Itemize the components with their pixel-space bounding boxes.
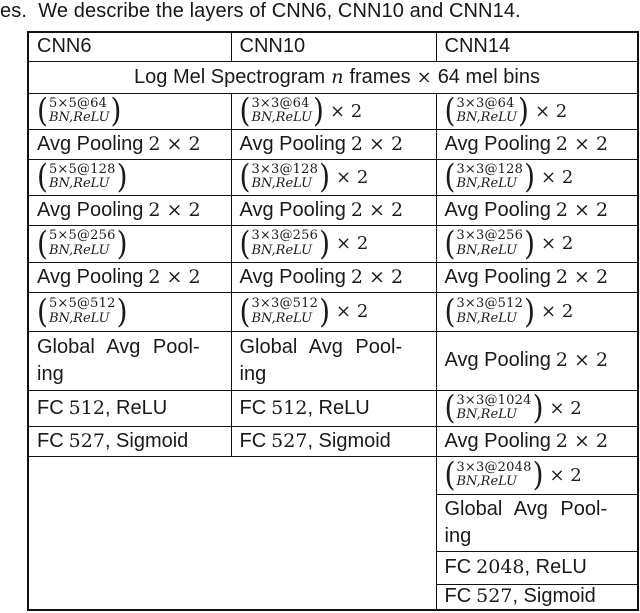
paren-open: ( <box>239 225 251 262</box>
pool-cell-cnn14 <box>436 426 638 456</box>
pool-size: 2 × 2 <box>555 429 609 452</box>
pool-size: 2 × 2 <box>148 132 201 155</box>
conv-block <box>444 159 638 195</box>
conv-stack <box>455 163 524 191</box>
conv-kernel: 3×3@2048 <box>456 459 532 475</box>
conv-kernel: 5×5@64 <box>48 95 108 111</box>
fc-units: 527 <box>476 585 513 608</box>
conv-kernel: 5×5@128 <box>48 161 116 177</box>
paren-close: ) <box>532 456 544 494</box>
conv-mult: × 2 <box>541 166 574 188</box>
conv-stack <box>455 297 524 325</box>
pool-label: Avg Pooling <box>239 265 346 288</box>
conv-cell-cnn14-128 <box>436 159 638 195</box>
table-row <box>28 61 638 93</box>
conv-block <box>444 456 638 494</box>
conv-kernel: 3×3@64 <box>251 95 310 111</box>
conv-bnrelu: BN,ReLU <box>48 176 110 191</box>
caption-text: es. We describe the layers of CNN6, CNN10 and CNN14. <box>0 0 521 22</box>
conv-mult: × 2 <box>329 100 363 122</box>
fc-units: 512 <box>271 396 308 419</box>
conv-kernel: 3×3@512 <box>251 296 319 312</box>
input-text-prefix: Log Mel Spectrogram <box>134 65 326 88</box>
conv-kernel: 3×3@128 <box>456 161 524 177</box>
fc-cell-cnn10-527 <box>231 426 436 456</box>
table-row <box>28 262 638 292</box>
conv-block <box>239 292 436 331</box>
conv-bnrelu: BN,ReLU <box>456 474 518 489</box>
paren-close: ) <box>116 159 128 195</box>
pool-size: 2 × 2 <box>555 198 609 221</box>
paren-open: ( <box>444 292 456 331</box>
fc-cell-cnn10-512 <box>231 390 436 426</box>
times-symbol: × <box>416 66 432 88</box>
pool-label: Avg Pooling <box>239 198 346 221</box>
conv-cell-cnn10-512 <box>231 292 436 331</box>
conv-block <box>37 292 231 331</box>
conv-kernel: 3×3@512 <box>456 296 524 312</box>
conv-mult: × 2 <box>336 301 369 322</box>
pool-cell-cnn14 <box>436 262 638 292</box>
conv-cell-cnn14-256 <box>436 225 638 262</box>
conv-kernel: 5×5@512 <box>48 296 116 312</box>
pool-size: 2 × 2 <box>148 265 201 288</box>
fc-units: 2048 <box>476 556 525 578</box>
conv-stack <box>455 394 532 422</box>
input-spectrogram-line <box>37 66 637 89</box>
conv-kernel: 3×3@64 <box>456 95 515 111</box>
paren-close: ) <box>319 159 331 195</box>
conv-stack <box>250 97 313 125</box>
paren-open: ( <box>37 159 48 195</box>
global-pool-cell-cnn6 <box>28 331 231 390</box>
pool-label: Avg Pooling <box>37 265 144 288</box>
paren-open: ( <box>239 292 251 331</box>
cnn-architecture-table <box>27 31 639 611</box>
pool-cell-cnn6 <box>28 262 231 292</box>
pool-cell-cnn14 <box>436 195 638 225</box>
conv-mult: × 2 <box>336 233 369 254</box>
pool-cell-cnn10 <box>231 129 436 159</box>
table-row <box>28 456 638 494</box>
pool-size: 2 × 2 <box>350 265 404 288</box>
conv-bnrelu: BN,ReLU <box>456 242 518 258</box>
conv-block <box>444 93 638 129</box>
table-row <box>28 129 638 159</box>
conv-cell-cnn10-256 <box>231 225 436 262</box>
conv-block <box>37 225 231 262</box>
conv-bnrelu: BN,ReLU <box>251 176 313 191</box>
fc-label: FC <box>444 556 472 578</box>
conv-cell-cnn14-2048 <box>436 456 638 494</box>
pool-size: 2 × 2 <box>555 132 609 155</box>
conv-mult: × 2 <box>534 100 568 122</box>
global-pool-line1: Global Avg Pool- <box>37 335 200 358</box>
pool-label: Avg Pooling <box>37 198 144 221</box>
pool-size: 2 × 2 <box>148 198 201 221</box>
table-row <box>28 331 638 390</box>
pool-size: 2 × 2 <box>350 198 404 221</box>
pool-label: Avg Pooling <box>444 265 551 288</box>
fc-activation: , ReLU <box>307 396 370 419</box>
global-pool-line2: ing <box>37 362 64 385</box>
conv-kernel: 3×3@256 <box>251 228 319 244</box>
conv-cell-cnn6-128 <box>28 159 231 195</box>
conv-stack <box>48 229 117 257</box>
table-row <box>28 32 638 61</box>
conv-cell-cnn14-512 <box>436 292 638 331</box>
global-pool-cell-cnn10 <box>231 331 436 390</box>
conv-mult: × 2 <box>549 397 582 419</box>
conv-block <box>239 225 436 262</box>
conv-mult: × 2 <box>541 233 574 254</box>
fc-units: 512 <box>68 396 105 419</box>
input-text-melbins: 64 mel bins <box>437 65 540 88</box>
pool-label: Avg Pooling <box>37 132 144 155</box>
input-text-frames: frames <box>349 65 411 88</box>
paren-close: ) <box>532 390 544 426</box>
paren-open: ( <box>239 93 251 129</box>
conv-bnrelu: BN,ReLU <box>251 310 313 326</box>
conv-mult: × 2 <box>541 301 574 322</box>
conv-kernel: 3×3@128 <box>251 161 319 177</box>
global-pool-line2: ing <box>239 362 267 385</box>
conv-stack <box>250 163 319 191</box>
conv-stack <box>455 461 532 489</box>
fc-cell-cnn6-527 <box>28 426 231 456</box>
conv-cell-cnn10-128 <box>231 159 436 195</box>
paren-close: ) <box>116 292 128 331</box>
fc-label: FC <box>444 585 472 608</box>
conv-block <box>239 159 436 195</box>
fc-activation: , Sigmoid <box>307 429 391 452</box>
fc-activation: , ReLU <box>104 396 168 419</box>
fc-cell-cnn14-2048 <box>436 551 638 584</box>
paren-close: ) <box>313 93 324 129</box>
column-header-cnn10: CNN10 <box>231 32 436 61</box>
empty-region-cnn6-cnn10 <box>28 456 436 610</box>
paren-close: ) <box>116 225 128 262</box>
conv-stack <box>250 297 319 325</box>
conv-bnrelu: BN,ReLU <box>48 242 110 258</box>
input-var-n: n <box>331 65 344 88</box>
fc-label: FC <box>239 396 267 419</box>
conv-mult: × 2 <box>336 166 369 188</box>
pool-cell-cnn14 <box>436 129 638 159</box>
global-pool-line1: Global Avg Pool- <box>239 335 403 358</box>
global-pool-cell-cnn14 <box>436 494 638 551</box>
table-row <box>28 93 638 129</box>
fc-cell-cnn14-527 <box>436 584 638 610</box>
fc-label: FC <box>37 429 64 452</box>
pool-label: Avg Pooling <box>444 349 551 371</box>
conv-stack <box>455 97 518 125</box>
conv-block <box>239 93 436 129</box>
paren-close: ) <box>524 159 536 195</box>
conv-kernel: 3×3@1024 <box>456 392 532 408</box>
fc-label: FC <box>239 429 267 452</box>
conv-kernel: 5×5@256 <box>48 228 116 244</box>
pool-label: Avg Pooling <box>444 198 551 221</box>
fc-units: 527 <box>271 429 308 452</box>
global-pool-line2: ing <box>444 524 472 547</box>
pool-label: Avg Pooling <box>444 429 551 452</box>
paren-open: ( <box>239 159 251 195</box>
conv-block <box>37 93 231 129</box>
conv-bnrelu: BN,ReLU <box>251 242 313 258</box>
pool-cell-cnn14 <box>436 331 638 390</box>
table-row <box>28 195 638 225</box>
conv-cell-cnn10-64 <box>231 93 436 129</box>
paren-open: ( <box>37 93 48 129</box>
fc-activation: , Sigmoid <box>512 585 596 608</box>
conv-bnrelu: BN,ReLU <box>456 310 518 326</box>
paren-close: ) <box>319 225 331 262</box>
conv-mult: × 2 <box>549 464 582 486</box>
paren-close: ) <box>319 292 331 331</box>
fc-activation: , Sigmoid <box>104 429 189 452</box>
conv-bnrelu: BN,ReLU <box>456 407 518 422</box>
pool-cell-cnn10 <box>231 262 436 292</box>
paren-open: ( <box>444 159 456 195</box>
conv-bnrelu: BN,ReLU <box>456 176 518 191</box>
input-spectrogram-cell <box>28 61 638 93</box>
conv-stack <box>48 97 111 125</box>
paren-open: ( <box>444 390 456 426</box>
pool-cell-cnn6 <box>28 129 231 159</box>
table-row <box>28 292 638 331</box>
paren-close: ) <box>110 93 122 129</box>
pool-cell-cnn6 <box>28 195 231 225</box>
global-pool-line1: Global Avg Pool- <box>444 497 608 520</box>
fc-label: FC <box>37 396 64 419</box>
paren-close: ) <box>518 93 529 129</box>
paren-close: ) <box>524 225 536 262</box>
conv-stack <box>48 163 117 191</box>
pool-size: 2 × 2 <box>555 265 609 288</box>
paren-open: ( <box>444 93 456 129</box>
pool-size: 2 × 2 <box>555 349 609 371</box>
column-header-cnn14: CNN14 <box>436 32 638 61</box>
paren-close: ) <box>524 292 536 331</box>
conv-cell-cnn14-1024 <box>436 390 638 426</box>
conv-cell-cnn14-64 <box>436 93 638 129</box>
conv-block <box>444 225 638 262</box>
paren-open: ( <box>37 292 48 331</box>
conv-bnrelu: BN,ReLU <box>456 110 518 125</box>
pool-cell-cnn10 <box>231 195 436 225</box>
fc-units: 527 <box>68 429 105 452</box>
conv-bnrelu: BN,ReLU <box>48 110 110 125</box>
table-row <box>28 426 638 456</box>
conv-bnrelu: BN,ReLU <box>251 110 313 125</box>
column-header-cnn6: CNN6 <box>28 32 231 61</box>
pool-label: Avg Pooling <box>444 132 551 155</box>
pool-size: 2 × 2 <box>350 132 404 155</box>
conv-stack <box>250 229 319 257</box>
pool-label: Avg Pooling <box>239 132 346 155</box>
table-row <box>28 159 638 195</box>
conv-block <box>444 292 638 331</box>
conv-stack <box>48 297 117 325</box>
paren-open: ( <box>37 225 48 262</box>
paren-open: ( <box>444 456 456 494</box>
conv-cell-cnn6-256 <box>28 225 231 262</box>
table-row <box>28 225 638 262</box>
paren-open: ( <box>444 225 456 262</box>
table-row <box>28 390 638 426</box>
conv-kernel: 3×3@256 <box>456 228 524 244</box>
conv-stack <box>455 229 524 257</box>
conv-cell-cnn6-64 <box>28 93 231 129</box>
conv-block <box>37 159 231 195</box>
conv-cell-cnn6-512 <box>28 292 231 331</box>
fc-cell-cnn6-512 <box>28 390 231 426</box>
conv-block <box>444 390 638 426</box>
fc-activation: , ReLU <box>524 556 587 578</box>
conv-bnrelu: BN,ReLU <box>48 310 110 326</box>
